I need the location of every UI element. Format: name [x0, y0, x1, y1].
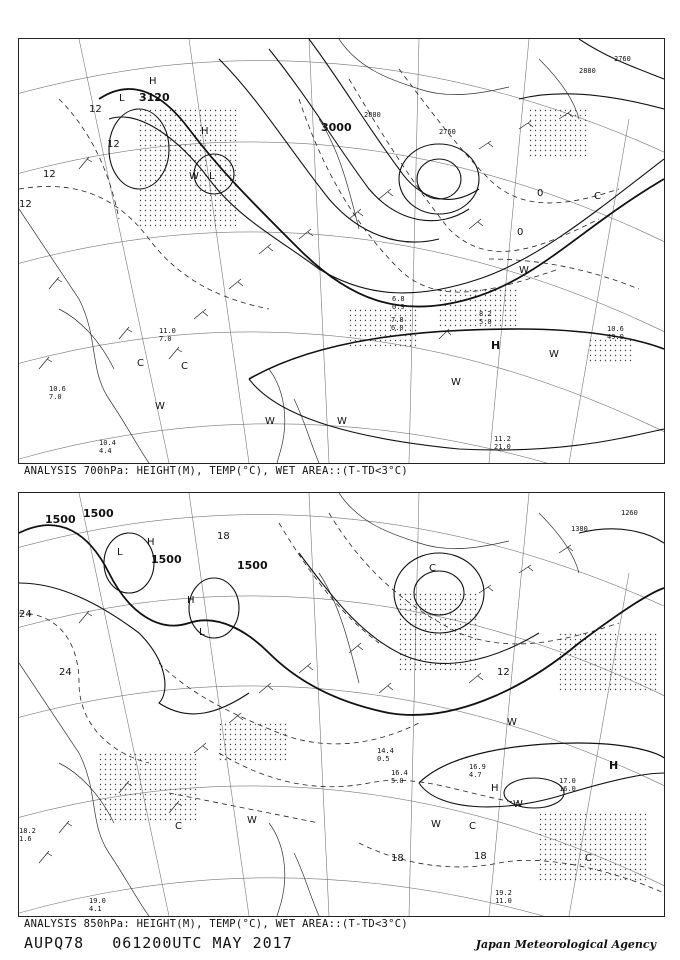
height-label: 3000	[321, 121, 352, 134]
low-symbol: L	[199, 627, 205, 638]
temp-contours	[19, 69, 639, 309]
warm-symbol: W	[507, 717, 517, 728]
cold-symbol: C	[137, 358, 144, 369]
graticule	[19, 39, 664, 463]
wet-areas	[99, 593, 659, 883]
high-symbol: H	[187, 595, 195, 606]
height-label: 1500	[151, 553, 182, 566]
high-symbol: H	[147, 537, 155, 548]
station-value-line2: 0.5	[377, 755, 390, 763]
high-symbol: H	[609, 759, 619, 772]
station-value: 11.2	[494, 435, 511, 443]
agency-credit: Japan Meteorological Agency	[475, 938, 656, 951]
cold-symbol: C	[585, 853, 592, 864]
height-label: 1260	[621, 509, 638, 517]
station-value: 16.4	[391, 769, 408, 777]
warm-symbol: W	[155, 401, 165, 412]
height-label: 1380	[571, 525, 588, 533]
chart-850hpa	[18, 492, 665, 917]
station-value: 11.0	[159, 327, 176, 335]
cold-symbol: C	[469, 821, 476, 832]
station-plot	[391, 769, 408, 785]
height-contours	[99, 39, 664, 450]
high-symbol: H	[201, 126, 209, 137]
station-plot	[99, 439, 116, 455]
temp-label: 24	[59, 667, 72, 678]
station-value-line2: 7.0	[159, 335, 172, 343]
temp-label: 12	[107, 139, 120, 150]
warm-symbol: W	[431, 819, 441, 830]
height-label: 1500	[83, 507, 114, 520]
warm-symbol: W	[451, 377, 461, 388]
station-value-line2: 6.0	[391, 324, 404, 332]
station-value-line2: 5.0	[391, 777, 404, 785]
warm-symbol: W	[519, 265, 529, 276]
valid-time: 061200UTC MAY 2017	[112, 934, 293, 952]
warm-symbol: W	[549, 349, 559, 360]
high-symbol: H	[149, 76, 157, 87]
station-value: 17.0	[559, 777, 576, 785]
station-value-line2: 5.0	[479, 318, 492, 326]
height-label: 2760	[614, 55, 631, 63]
station-plot	[479, 310, 492, 326]
height-label: 2760	[439, 128, 456, 136]
height-label: 1500	[45, 513, 76, 526]
low-symbol: L	[209, 171, 215, 182]
station-plot	[495, 889, 512, 905]
cold-symbol: C	[181, 361, 188, 372]
station-plot	[49, 385, 66, 401]
temp-label: 12	[19, 199, 32, 210]
station-value: 19.0	[89, 897, 106, 905]
station-plot	[494, 435, 511, 451]
station-value: 10.4	[99, 439, 116, 447]
temp-label: 12	[497, 667, 510, 678]
high-symbol: H	[491, 783, 499, 794]
height-label: 2880	[364, 111, 381, 119]
station-value-line2: 16.0	[559, 785, 576, 793]
map-700hpa	[19, 39, 664, 463]
station-value: 10.6	[607, 325, 624, 333]
station-value: 18.2	[19, 827, 36, 835]
station-value-line2: 11.0	[495, 897, 512, 905]
temp-label: 12	[43, 169, 56, 180]
station-value: 7.8	[391, 316, 404, 324]
station-value: 6.8	[392, 295, 405, 303]
height-label: 3120	[139, 91, 170, 104]
low-symbol: L	[117, 547, 123, 558]
station-plot	[559, 777, 576, 793]
height-label: 2880	[579, 67, 596, 75]
product-code: AUPQ78	[24, 934, 85, 952]
low-symbol: L	[119, 93, 125, 104]
station-value-line2: 49.0	[607, 333, 624, 341]
product-header	[24, 934, 293, 952]
station-plot	[159, 327, 176, 343]
station-plot	[469, 763, 486, 779]
cold-symbol: C	[594, 191, 601, 202]
station-value: 10.6	[49, 385, 66, 393]
temp-label: 0	[537, 188, 544, 199]
station-value-line2: 0.9	[392, 303, 405, 311]
temp-label: 18	[474, 851, 487, 862]
station-value-line2: 4.1	[89, 905, 102, 913]
station-plot	[89, 897, 106, 913]
station-value-line2: 4.4	[99, 447, 112, 455]
station-plot	[607, 325, 624, 341]
temp-label: 0	[517, 227, 524, 238]
warm-symbol: W	[265, 416, 275, 427]
station-value-line2: 21.0	[494, 443, 511, 451]
station-plot	[377, 747, 394, 763]
warm-symbol: W	[189, 171, 199, 182]
chart-700hpa	[18, 38, 665, 464]
station-plot	[391, 316, 404, 332]
station-value-line2: 7.0	[49, 393, 62, 401]
warm-symbol: W	[247, 815, 257, 826]
station-value-line2: 4.7	[469, 771, 482, 779]
station-plot	[392, 295, 405, 311]
station-value-line2: 1.6	[19, 835, 32, 843]
warm-symbol: W	[337, 416, 347, 427]
station-plots	[49, 295, 624, 455]
caption-700hpa: ANALYSIS 700hPa: HEIGHT(M), TEMP(°C), WET AREA::(T-TD<3°C)	[24, 465, 409, 477]
caption-850hpa: ANALYSIS 850hPa: HEIGHT(M), TEMP(°C), WET AREA::(T-TD<3°C)	[24, 918, 409, 930]
station-plot	[19, 827, 36, 843]
temp-label: 24	[19, 609, 32, 620]
temp-label: 12	[89, 104, 102, 115]
station-value: 19.2	[495, 889, 512, 897]
cold-symbol: C	[175, 821, 182, 832]
map-850hpa	[19, 493, 664, 916]
temp-label: 18	[391, 853, 404, 864]
temp-label: 18	[217, 531, 230, 542]
height-label: 1500	[237, 559, 268, 572]
warm-symbol: W	[513, 799, 523, 810]
station-value: 8.2	[479, 310, 492, 318]
station-value: 16.9	[469, 763, 486, 771]
high-symbol: H	[491, 339, 501, 352]
station-value: 14.4	[377, 747, 394, 755]
cold-symbol: C	[429, 563, 436, 574]
